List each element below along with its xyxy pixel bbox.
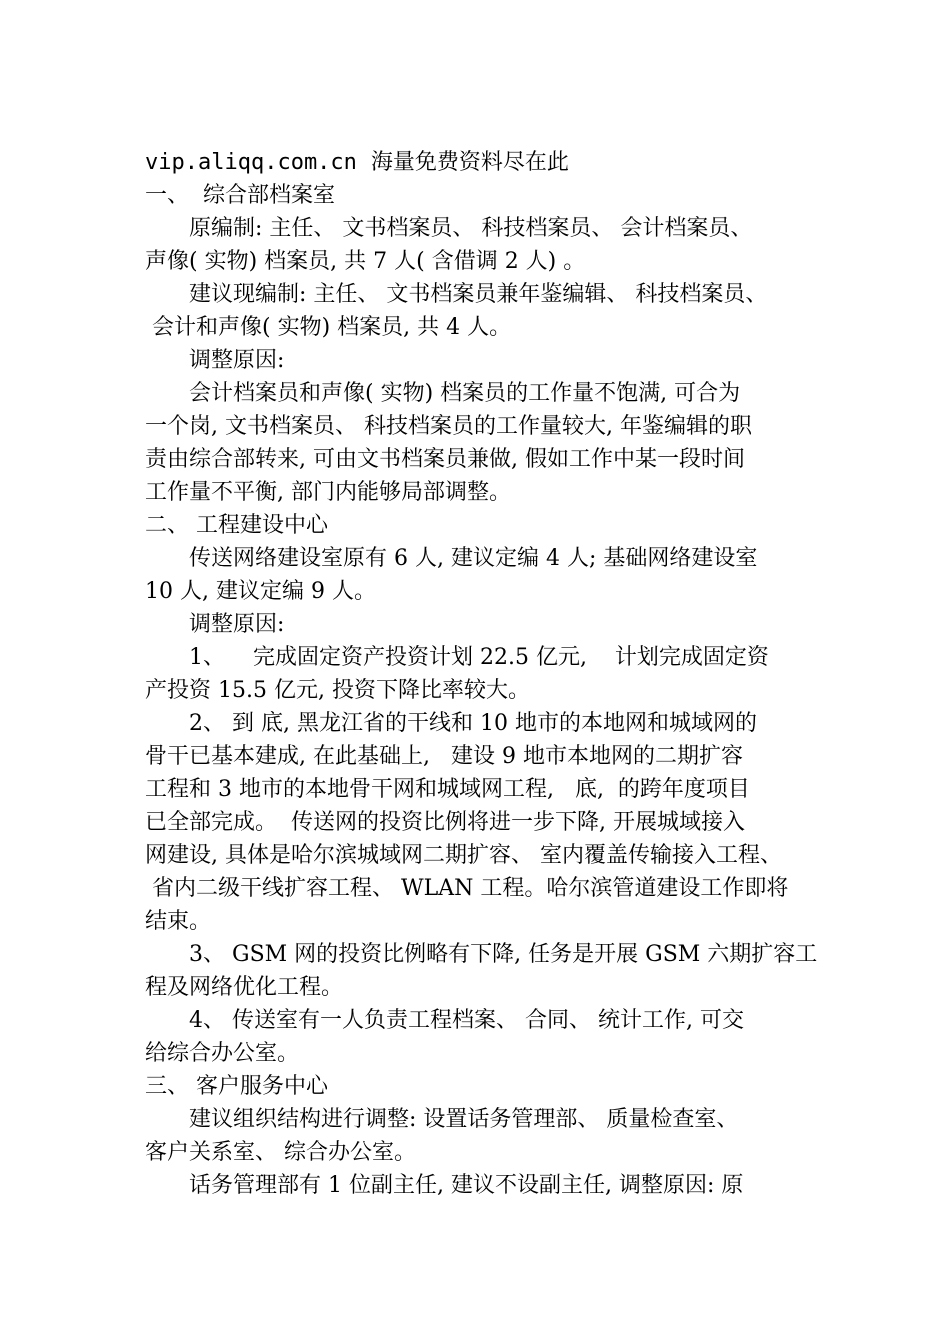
text-line: 2、 到 底, 黑龙江省的干线和 10 地市的本地网和城域网的: [189, 711, 757, 736]
site-slogan: 海量免费资料尽在此: [370, 150, 569, 175]
document-page: [145, 146, 818, 1202]
text-line: 会计和声像( 实物) 档案员, 共 4 人。: [145, 315, 512, 340]
text-line: 建议现编制: 主任、 文书档案员兼年鉴编辑、 科技档案员、: [189, 282, 768, 307]
text-line: 骨干已基本建成, 在此基础上, 建设 9 地市本地网的二期扩容: [145, 744, 743, 769]
document-body: [145, 179, 818, 1202]
text-line: 省内二级干线扩容工程、 WLAN 工程。哈尔滨管道建设工作即将: [145, 876, 789, 901]
text-line: 建议组织结构进行调整: 设置话务管理部、 质量检查室、: [189, 1107, 739, 1132]
text-line: 工程和 3 地市的本地骨干网和城域网工程, 底, 的跨年度项目: [145, 777, 750, 802]
section-heading: 三、 客户服务中心: [145, 1074, 328, 1099]
text-line: 结束。: [145, 909, 212, 934]
text-line: 4、 传送室有一人负责工程档案、 合同、 统计工作, 可交: [189, 1008, 744, 1033]
text-line: 一个岗, 文书档案员、 科技档案员的工作量较大, 年鉴编辑的职: [145, 414, 752, 439]
section-heading: 二、 工程建设中心: [145, 513, 328, 538]
text-line: 给综合办公室。: [145, 1041, 300, 1066]
text-line: 调整原因:: [189, 612, 285, 637]
text-line: 10 人, 建议定编 9 人。: [145, 579, 376, 604]
text-line: 程及网络优化工程。: [145, 975, 344, 1000]
text-line: 责由综合部转来, 可由文书档案员兼做, 假如工作中某一段时间: [145, 447, 745, 472]
text-line: 话务管理部有 1 位副主任, 建议不设副主任, 调整原因: 原: [189, 1173, 744, 1198]
text-line: 产投资 15.5 亿元, 投资下降比率较大。: [145, 678, 530, 703]
text-line: 声像( 实物) 档案员, 共 7 人( 含借调 2 人) 。: [145, 249, 586, 274]
text-line: 已全部完成。 传送网的投资比例将进一步下降, 开展城域接入: [145, 810, 745, 835]
header-line: [145, 146, 810, 179]
text-line: 客户关系室、 综合办公室。: [145, 1140, 416, 1165]
text-line: 传送网络建设室原有 6 人, 建议定编 4 人; 基础网络建设室: [189, 546, 758, 571]
text-line: 1、 完成固定资产投资计划 22.5 亿元, 计划完成固定资: [189, 645, 769, 670]
text-line: 工作量不平衡, 部门内能够局部调整。: [145, 480, 511, 505]
site-url: vip.aliqq.com.cn: [145, 150, 357, 175]
header-spacer: [357, 150, 371, 175]
text-line: 会计档案员和声像( 实物) 档案员的工作量不饱满, 可合为: [189, 381, 741, 406]
text-line: 3、 GSM 网的投资比例略有下降, 任务是开展 GSM 六期扩容工: [189, 942, 818, 967]
text-line: 网建设, 具体是哈尔滨城域网二期扩容、 室内覆盖传输接入工程、: [145, 843, 782, 868]
text-line: 调整原因:: [189, 348, 285, 373]
section-heading: 一、 综合部档案室: [145, 183, 335, 208]
text-line: 原编制: 主任、 文书档案员、 科技档案员、 会计档案员、: [189, 216, 753, 241]
